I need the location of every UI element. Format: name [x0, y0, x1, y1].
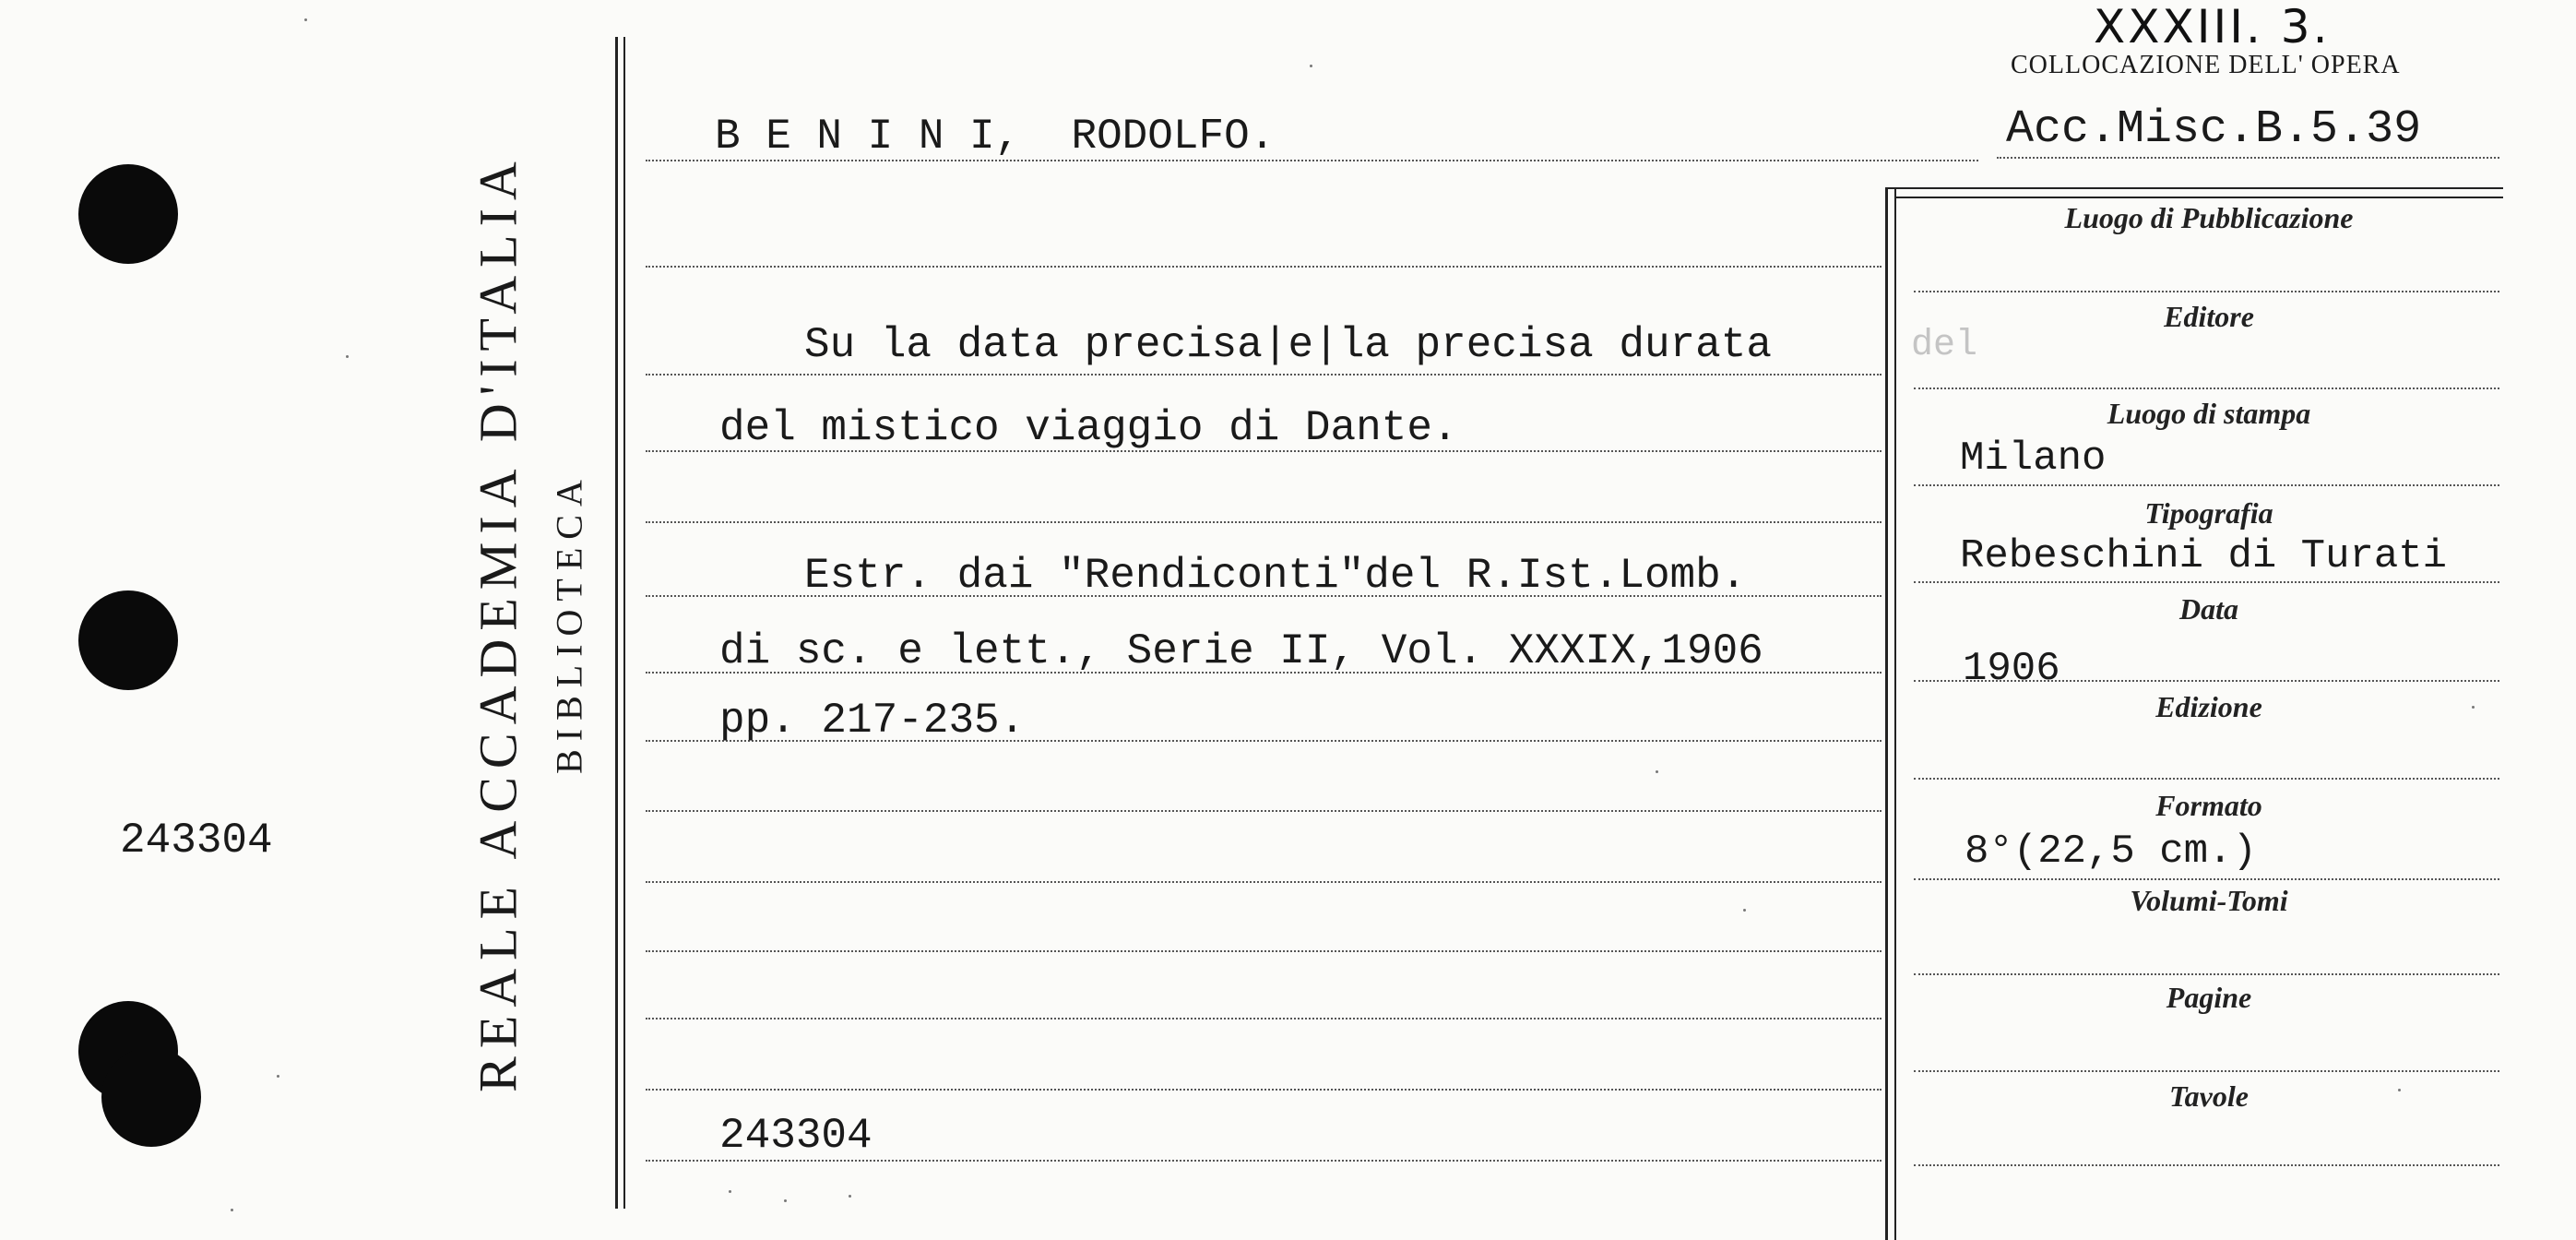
field-label-volumi-tomi: Volumi-Tomi: [2130, 884, 2288, 917]
scan-speck: [2398, 1089, 2401, 1091]
field-label-formato: Formato: [2155, 789, 2262, 822]
field-label-tavole: Tavole: [2169, 1079, 2249, 1113]
title-line-1-overstrike: del: [1911, 325, 1978, 366]
field-rule-tavole: [1914, 1164, 2499, 1166]
line-5: [646, 521, 1882, 523]
field-label-pagine: Pagine: [2166, 981, 2252, 1014]
field-rule-pagine: [1914, 1070, 2499, 1072]
field-rule-luogo-pubblicazione: [1914, 291, 2499, 292]
line-11: [646, 950, 1882, 952]
left-double-rule-a: [615, 37, 618, 1209]
right-double-rule-a: [1885, 189, 1888, 1240]
field-value-luogo-stampa: Milano: [1960, 435, 2107, 482]
scan-speck: [784, 1199, 787, 1202]
note-line-3: pp. 217-235.: [719, 697, 1026, 745]
shelfmark: Acc.Misc.B.5.39: [2006, 103, 2422, 156]
field-rule-data: [1914, 680, 2499, 682]
shelfmark-rule: [1997, 157, 2499, 159]
field-label-luogo-pubblicazione: Luogo di Pubblicazione: [2064, 201, 2354, 234]
scan-speck: [2472, 706, 2475, 709]
scan-speck: [346, 355, 349, 358]
collocation-label: COLLOCAZIONE DELL' OPERA: [2011, 51, 2401, 79]
note-line-2: di sc. e lett., Serie II, Vol. XXXIX,1906: [719, 627, 1763, 675]
scan-speck: [1743, 909, 1746, 912]
field-rule-formato: [1914, 878, 2499, 880]
line-3: [646, 374, 1882, 376]
title-line-2: del mistico viaggio di Dante.: [719, 404, 1458, 452]
field-rule-editore: [1914, 388, 2499, 389]
inventory-number-bottom: 243304: [719, 1112, 873, 1160]
right-box-top-rule-a: [1885, 187, 2503, 189]
field-value-formato: 8°(22,5 cm.): [1965, 829, 2257, 875]
line-10: [646, 881, 1882, 883]
punch-hole-middle: [78, 590, 178, 690]
punch-hole-bottom-overlap: [101, 1047, 201, 1147]
scan-speck: [849, 1195, 851, 1198]
scan-speck: [729, 1190, 731, 1193]
collocation-mark: XXXIII. 3.: [2094, 0, 2331, 54]
scan-speck: [277, 1075, 279, 1078]
field-value-data: 1906: [1963, 646, 2060, 692]
title-line-1: Su la data precisa|e|la precisa durata: [804, 321, 1772, 369]
field-rule-tipografia: [1914, 581, 2499, 583]
inventory-number-margin: 243304: [120, 817, 273, 864]
field-value-tipografia: Rebeschini di Turati: [1960, 533, 2448, 579]
line-12: [646, 1018, 1882, 1019]
author-heading: B E N I N I, RODOLFO.: [715, 113, 1276, 161]
field-label-data: Data: [2179, 592, 2238, 626]
field-label-luogo-stampa: Luogo di stampa: [2107, 397, 2311, 430]
library-name: BIBLIOTECA: [548, 471, 590, 774]
left-double-rule-b: [623, 37, 625, 1209]
scan-speck: [1656, 770, 1658, 773]
field-rule-luogo-stampa: [1914, 484, 2499, 486]
scan-speck: [1310, 65, 1312, 67]
line-9: [646, 810, 1882, 812]
right-box-top-rule-b: [1894, 197, 2503, 198]
right-double-rule-b: [1894, 189, 1896, 1240]
field-rule-volumi-tomi: [1914, 973, 2499, 975]
scan-speck: [231, 1209, 233, 1211]
institution-name: REALE ACCADEMIA D'ITALIA: [468, 153, 528, 1092]
field-label-editore: Editore: [2164, 300, 2254, 333]
punch-hole-top: [78, 164, 178, 264]
scan-speck: [304, 18, 307, 21]
field-label-edizione: Edizione: [2155, 690, 2262, 723]
field-rule-edizione: [1914, 778, 2499, 780]
line-13: [646, 1089, 1882, 1091]
field-label-tipografia: Tipografia: [2144, 496, 2273, 530]
line-2: [646, 266, 1882, 268]
note-line-1: Estr. dai "Rendiconti"del R.Ist.Lomb.: [804, 552, 1747, 600]
line-14: [646, 1160, 1882, 1162]
